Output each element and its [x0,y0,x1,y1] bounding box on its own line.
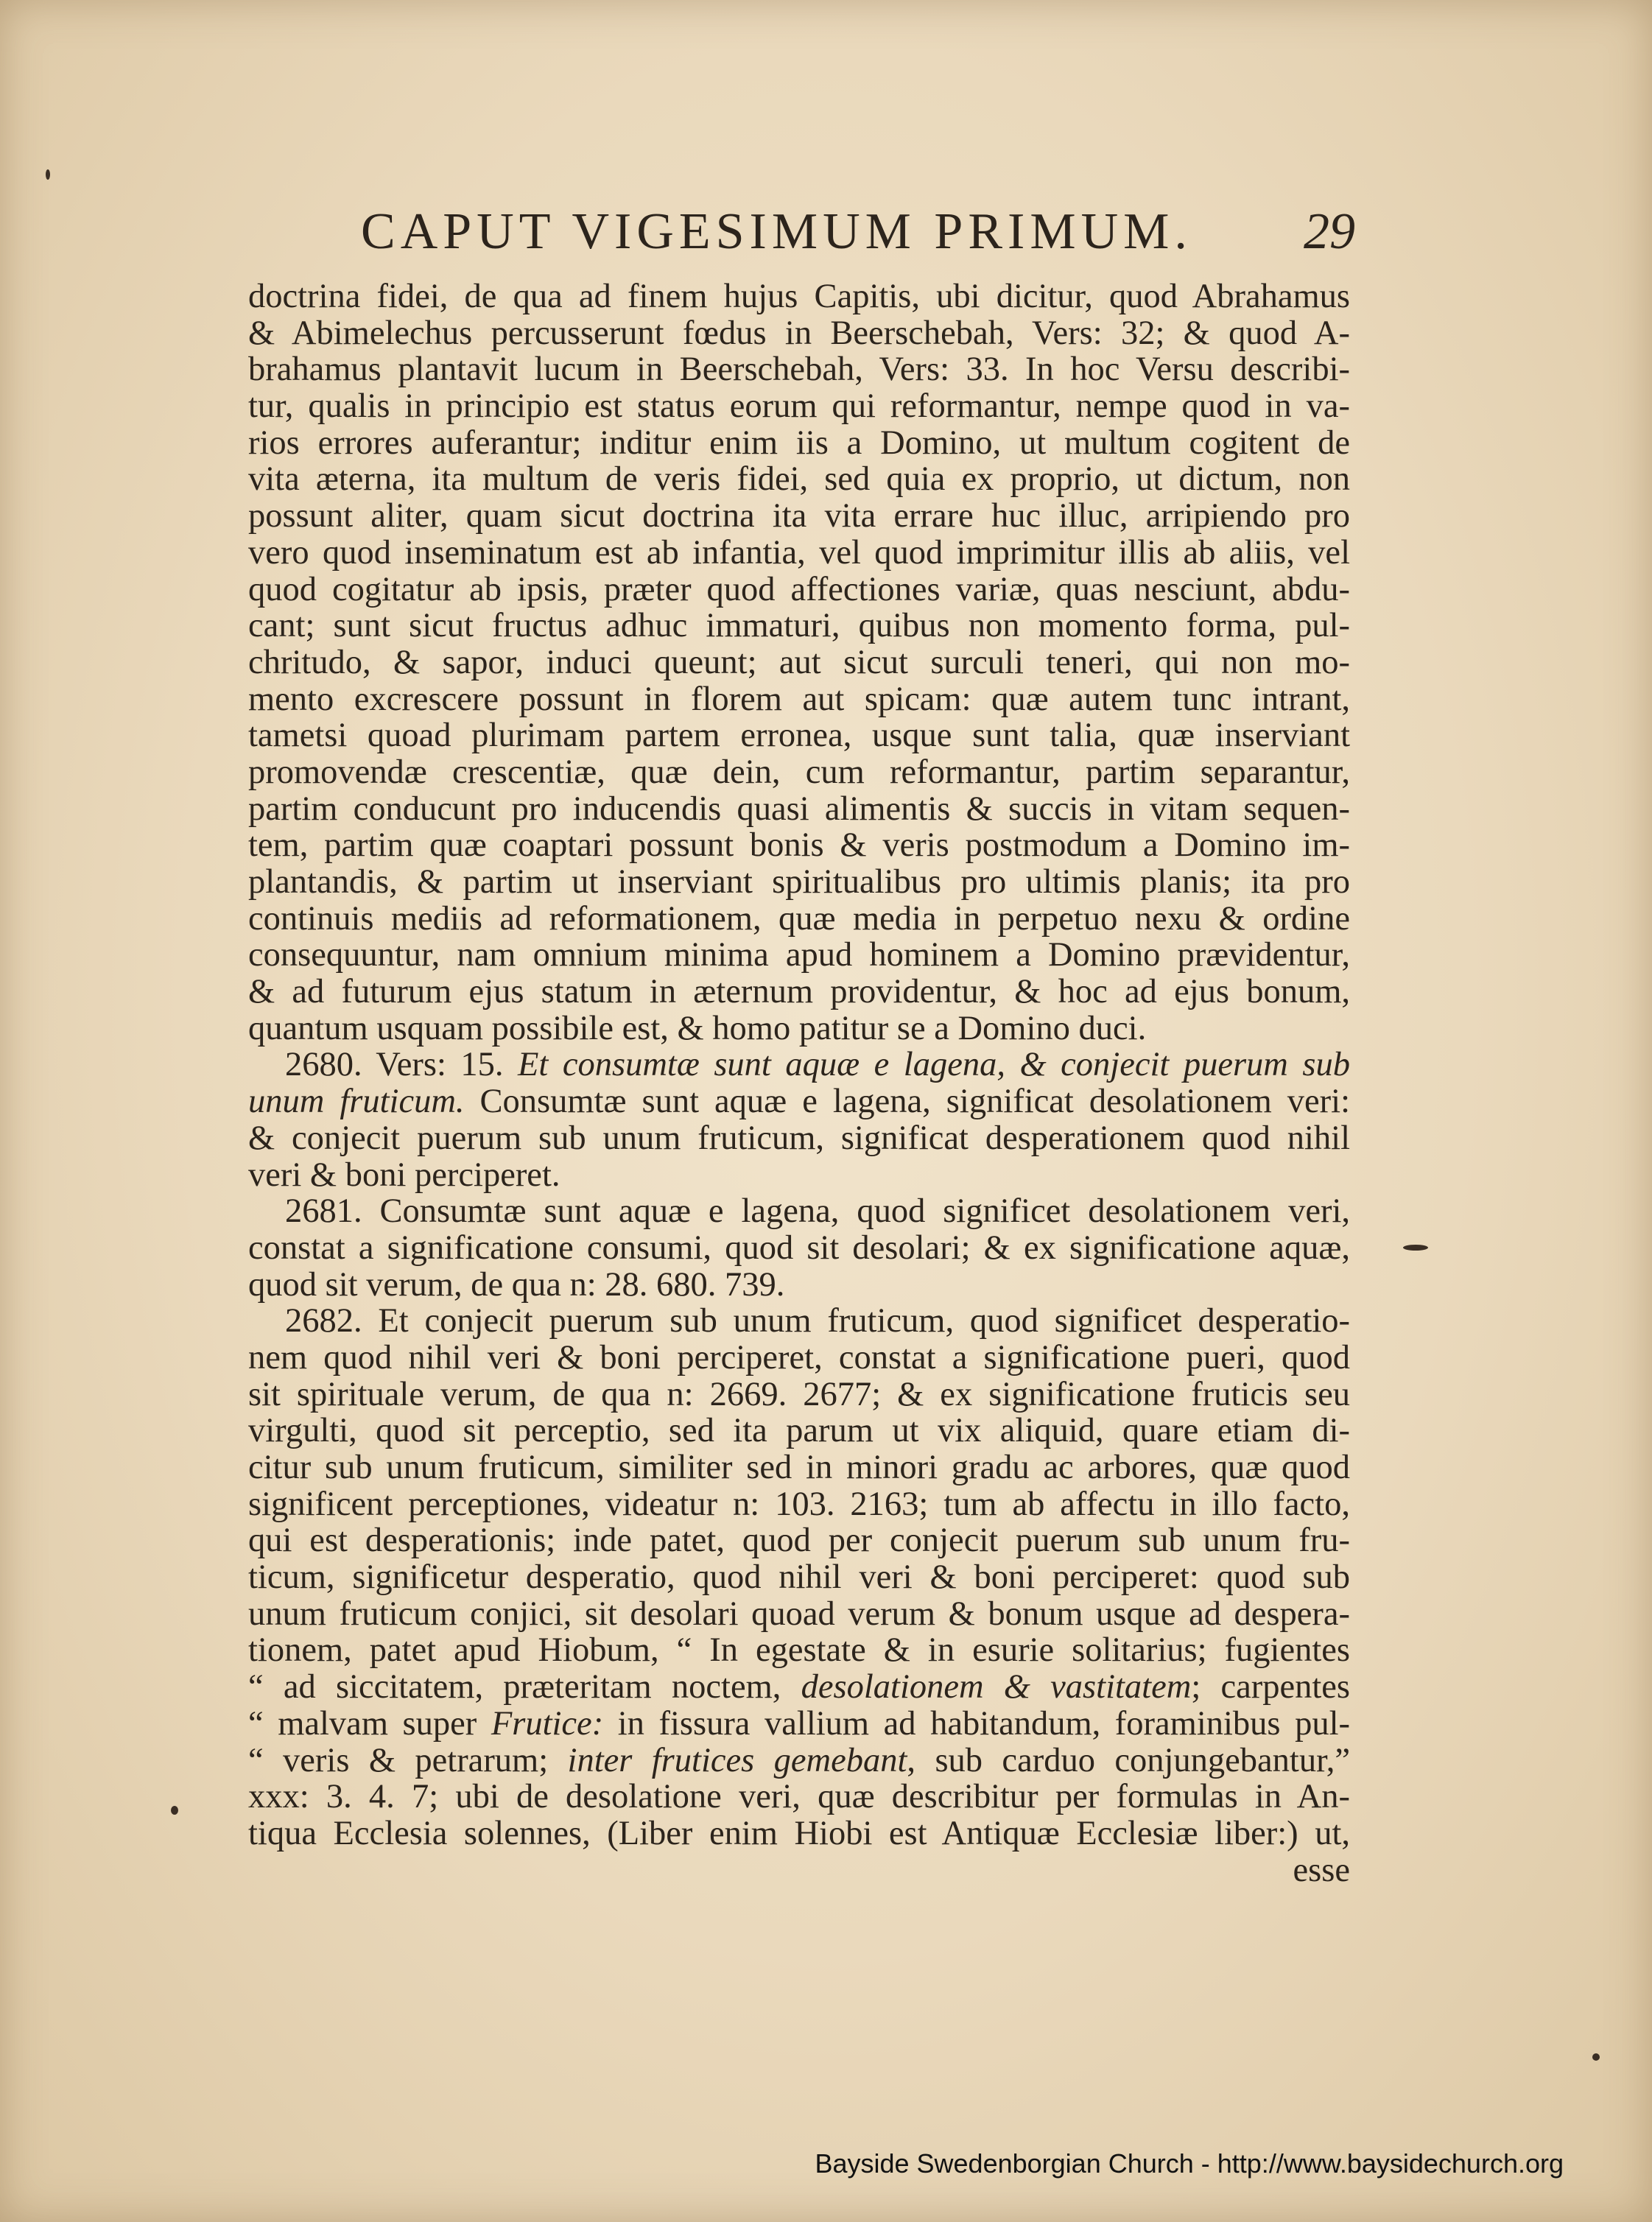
verse-quote-end: unum fruticum. [248,1083,480,1120]
text-line-paragraph-2680 [248,1047,1350,1083]
text-line [248,1706,1350,1743]
text-line [248,1083,1350,1120]
text-line: vero quod inseminatum est ab infantia, vel quod imprimitur illis ab aliis, vel [248,534,1350,572]
verse-quote: Et consumtæ sunt aquæ e lagena, & conjecit puerum sub [518,1047,1350,1084]
section-number-2680: 2680. Vers: 15. [285,1047,518,1084]
text-line: vita æterna, ita multum de veris fidei, sed quia ex proprio, ut dictum, non [248,461,1350,499]
body-text [248,278,1350,1888]
text-line: continuis mediis ad reformationem, quæ media in perpetuo nexu & ordine [248,900,1350,938]
text-line: tionem, patet apud Hiobum, “ In egestate & in esurie solitarius; fugientes [248,1632,1350,1670]
text-line: quod sit verum, de qua n: 28. 680. 739. [248,1266,785,1304]
text-line: constat a significatione consumi, quod sit desolari; & ex significatione aquæ, [248,1229,1350,1267]
paper-speck [46,169,50,180]
text-line-paragraph-2682: 2682. Et conjecit puerum sub unum fruticum, quod significet desperatio- [285,1303,1350,1340]
page-title: CAPUT VIGESIMUM PRIMUM. [361,203,1192,260]
text-run: Consumtæ sunt aquæ e lagena, significat desolationem veri: [479,1083,1350,1120]
text-line: plantandis, & partim ut inserviant spiritualibus pro ultimis planis; ita pro [248,864,1350,901]
italic-phrase: desolationem & vastitatem [801,1669,1192,1706]
page-number: 29 [1304,203,1355,260]
text-line [248,1669,1350,1706]
text-line: qui est desperationis; inde patet, quod per conjecit puerum sub unum fru- [248,1522,1350,1560]
text-line: tur, qualis in principio est status eorum qui reformantur, nempe quod in va- [248,388,1350,425]
text-line: possunt aliter, quam sicut doctrina ita vita errare huc illuc, arripiendo pro [248,498,1350,535]
text-line: xxx: 3. 4. 7; ubi de desolatione veri, quæ describitur per formulas in An- [248,1779,1350,1815]
text-line: citur sub unum fruticum, similiter sed in minori gradu ac arbores, quæ quod [248,1449,1350,1486]
text-line: tiqua Ecclesia solennes, (Liber enim Hiobi est Antiquæ Ecclesiæ liber:) ut, [248,1815,1350,1852]
text-line: doctrina fidei, de qua ad finem hujus Capitis, ubi dicitur, quod Abrahamus [248,278,1350,315]
text-line: mento excrescere possunt in florem aut spicam: quæ autem tunc intrant, [248,681,1350,718]
italic-phrase: Frutice: [491,1705,604,1743]
watermark: Bayside Swedenborgian Church - http://www.baysidechurch.org [815,2148,1564,2179]
text-line: & ad futurum ejus statum in æternum providentur, & hoc ad ejus bonum, [248,974,1350,1010]
text-line: unum fruticum conjici, sit desolari quoad verum & bonum usque ad despera- [248,1595,1350,1633]
italic-phrase: inter frutices gemebant [567,1742,907,1779]
text-run: “ malvam super [248,1705,491,1743]
text-line: ticum, significetur desperatio, quod nihil veri & boni perciperet: quod sub [248,1559,1350,1596]
text-line: quod cogitatur ab ipsis, præter quod affectiones variæ, quas nesciunt, abdu- [248,571,1350,608]
text-line: significent perceptiones, videatur n: 103. 2163; tum ab affectu in illo facto, [248,1486,1350,1523]
text-run: “ veris & petrarum; [248,1742,568,1779]
text-line: & conjecit puerum sub unum fruticum, significat desperationem quod nihil [248,1119,1350,1157]
text-line: cant; sunt sicut fructus adhuc immaturi, quibus non momento forma, pul- [248,608,1350,644]
running-head [243,199,1370,265]
text-line: tametsi quoad plurimam partem erronea, usque sunt talia, quæ inserviant [248,717,1350,754]
text-line-paragraph-2681: 2681. Consumtæ sunt aquæ e lagena, quod significet desolationem veri, [285,1193,1350,1230]
text-line: & Abimelechus percusserunt fœdus in Beerschebah, Vers: 32; & quod A- [248,314,1350,352]
text-line: veri & boni perciperet. [248,1156,560,1194]
paper-speck [1592,2053,1600,2061]
text-run: “ ad siccitatem, præteritam noctem, [248,1669,801,1706]
text-line [248,1743,1350,1779]
text-line: brahamus plantavit lucum in Beerschebah, Vers: 33. In hoc Versu describi- [248,351,1350,389]
text-line: nem quod nihil veri & boni perciperet, constat a significatione pueri, quod [248,1339,1350,1377]
paper-speck [171,1806,178,1815]
text-line: tem, partim quæ coaptari possunt bonis & veris postmodum a Domino im- [248,827,1350,864]
text-run: in fissura vallium ad habitandum, foraminibus pul- [603,1705,1350,1743]
text-line: chritudo, & sapor, induci queunt; aut sicut surculi teneri, qui non mo- [248,644,1350,681]
text-line: rios errores auferantur; inditur enim iis a Domino, ut multum cogitent de [248,424,1350,462]
paper-speck [1403,1245,1428,1251]
text-run: , sub carduo conjungebantur,” [907,1742,1350,1779]
text-line: consequuntur, nam omnium minima apud hominem a Domino prævidentur, [248,937,1350,974]
text-line: virgulti, quod sit perceptio, sed ita parum ut vix aliquid, quare etiam di- [248,1413,1350,1449]
text-line: promovendæ crescentiæ, quæ dein, cum reformantur, partim separantur, [248,753,1350,791]
text-line: quantum usquam possibile est, & homo patitur se a Domino duci. [248,1010,1147,1047]
text-run: ; carpentes [1191,1669,1350,1706]
catchword: esse [1293,1852,1350,1889]
text-line: partim conducunt pro inducendis quasi alimentis & succis in vitam sequen- [248,790,1350,828]
text-line: sit spirituale verum, de qua n: 2669. 2677; & ex significatione fruticis seu [248,1376,1350,1413]
